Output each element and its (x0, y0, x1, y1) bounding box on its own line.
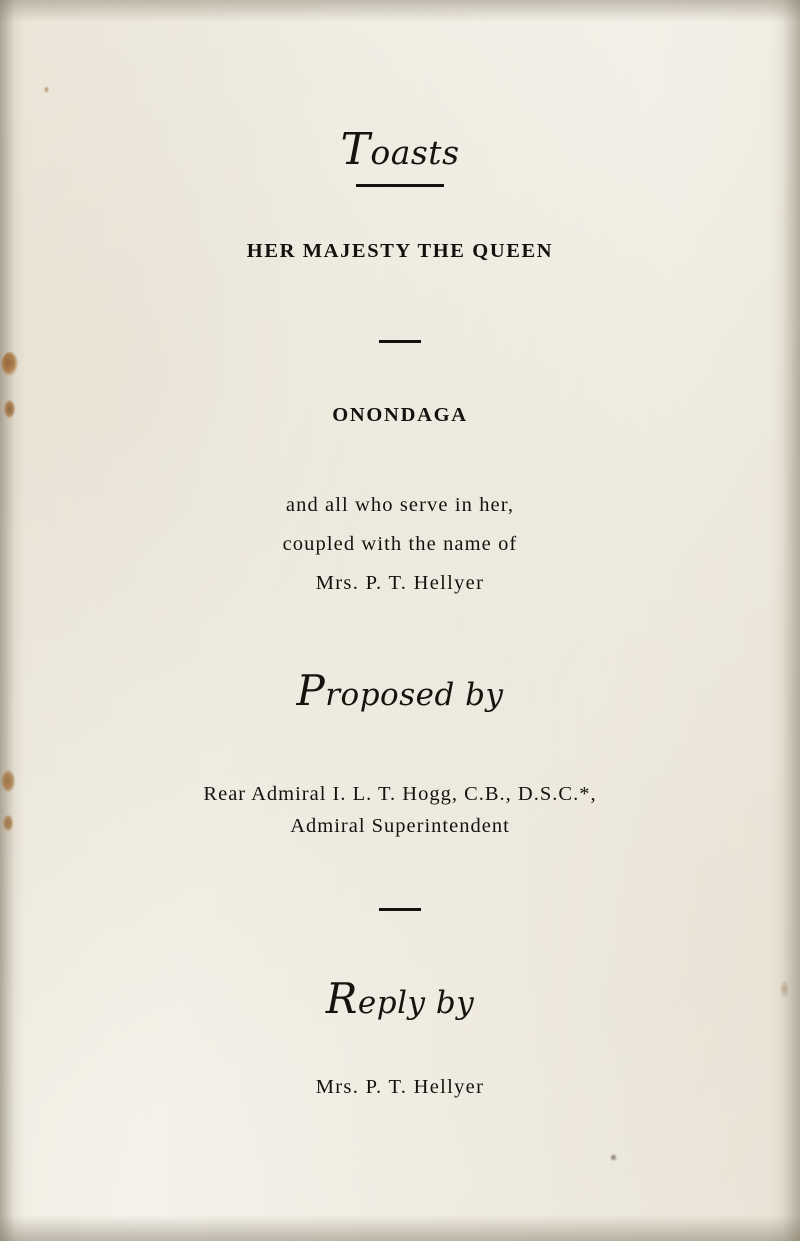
reply-by-heading-block (0, 976, 800, 1022)
page-title-rest: oasts (370, 133, 460, 172)
proposer-title: Admiral Superintendent (290, 815, 510, 837)
proposer-name: Rear Admiral I. L. T. Hogg, C.B., D.S.C.*, (203, 783, 597, 805)
toast-onondaga-line-3: Mrs. P. T. Hellyer (315, 572, 485, 594)
scan-edge-bottom (0, 1215, 800, 1241)
reply-by-initial: R (325, 974, 358, 1023)
title-underline-rule (356, 184, 444, 187)
page-title (0, 124, 800, 175)
proposed-by-rest: roposed by (325, 677, 504, 713)
toast-queen: HER MAJESTY THE QUEEN (246, 240, 554, 262)
replier-name: Mrs. P. T. Hellyer (315, 1076, 485, 1098)
proposed-by-heading (0, 668, 800, 714)
foxing-speck-icon (44, 86, 49, 93)
divider-dash (379, 908, 421, 911)
proposer-block (0, 778, 800, 842)
toast-onondaga-detail (0, 486, 800, 603)
divider-dash (379, 340, 421, 343)
page-title-initial: T (340, 124, 371, 175)
reply-by-heading (0, 976, 800, 1022)
reply-by-rest: eply by (357, 985, 475, 1021)
toast-onondaga-line-2: coupled with the name of (282, 533, 518, 555)
section-divider-2 (0, 900, 800, 918)
proposed-by-heading-block (0, 668, 800, 714)
toast-onondaga-line-1: and all who serve in her, (285, 494, 515, 516)
scan-edge-top (0, 0, 800, 22)
foxing-stain-icon (2, 352, 18, 376)
proposed-by-initial: P (296, 666, 326, 715)
toast-onondaga: ONONDAGA (332, 404, 468, 426)
page-title-block (0, 124, 800, 187)
foxing-speck-icon (610, 1154, 617, 1161)
section-divider-1 (0, 332, 800, 350)
